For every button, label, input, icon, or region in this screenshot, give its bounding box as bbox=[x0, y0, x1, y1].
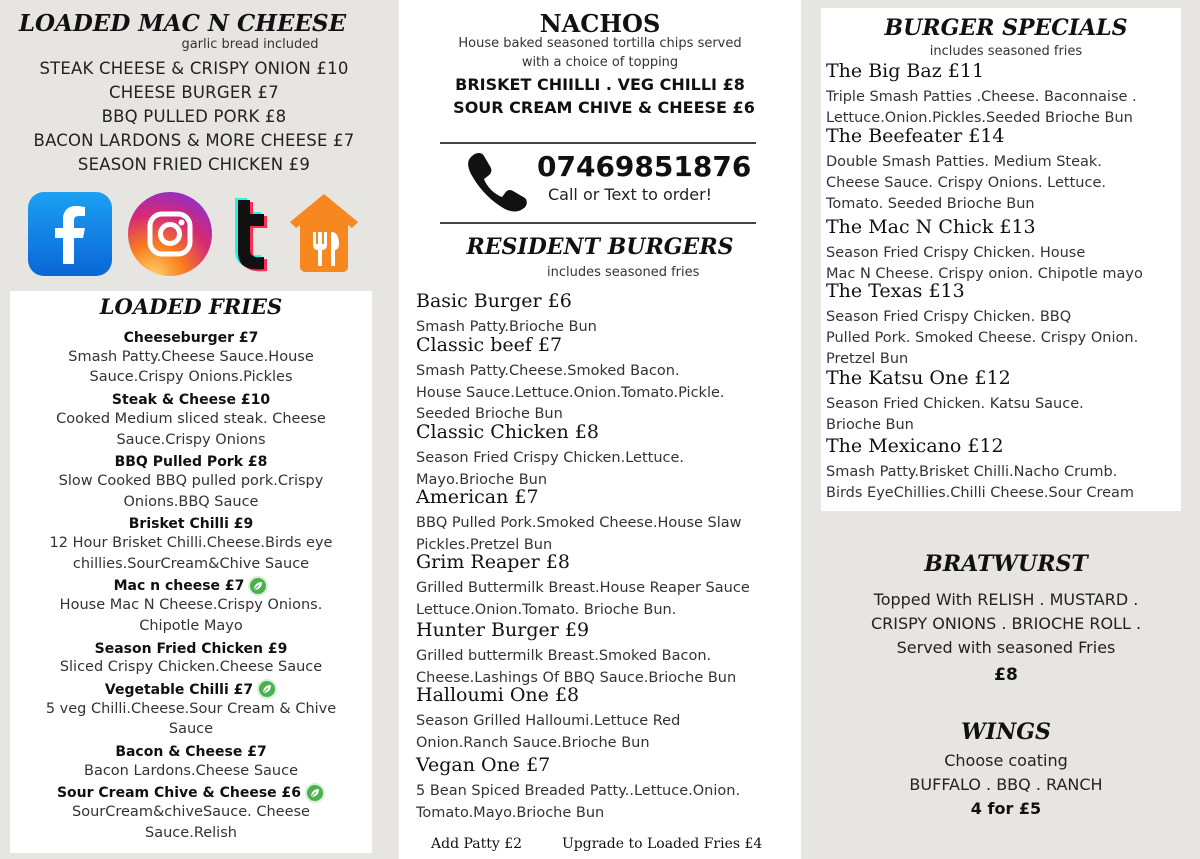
nachos-option-2: SOUR CREAM CHIVE & CHEESE £6 bbox=[453, 98, 755, 117]
fries-item-title: Season Fried Chicken £9 bbox=[94, 640, 288, 657]
resident-subtitle: includes seasoned fries bbox=[547, 265, 700, 280]
special-item-desc: Season Fried Crispy Chicken. House bbox=[826, 245, 1086, 261]
resident-item-name: Halloumi One £8 bbox=[416, 684, 580, 706]
nachos-option-1: BRISKET CHIILLI . VEG CHILLI £8 bbox=[455, 75, 745, 94]
bratwurst-title: BRATWURST bbox=[924, 551, 1088, 577]
resident-item-desc: BBQ Pulled Pork.Smoked Cheese.House Slaw bbox=[416, 515, 742, 531]
nachos-title: NACHOS bbox=[539, 9, 661, 38]
fries-item-name bbox=[10, 574, 372, 595]
takeaway-icon[interactable] bbox=[282, 190, 366, 274]
resident-item-desc: Smash Patty.Cheese.Smoked Bacon. bbox=[416, 363, 680, 379]
resident-item-desc: 5 Bean Spiced Breaded Patty..Lettuce.Onion. bbox=[416, 783, 741, 799]
fries-item-desc: chillies.SourCream&Chive Sauce bbox=[72, 555, 310, 572]
resident-item-desc: Grilled buttermilk Breast.Smoked Bacon. bbox=[416, 648, 712, 664]
resident-item-desc: House Sauce.Lettuce.Onion.Tomato.Pickle. bbox=[416, 384, 725, 401]
special-item-desc: Lettuce.Onion.Pickles.Seeded Brioche Bun bbox=[826, 110, 1133, 126]
fries-item-desc: SourCream&chiveSauce. Cheese bbox=[72, 804, 310, 821]
fries-item-desc: Slow Cooked BBQ pulled pork.Crispy bbox=[58, 472, 324, 489]
special-item-name: The Mexicano £12 bbox=[826, 435, 1004, 457]
fries-item-desc: Sauce bbox=[168, 721, 214, 738]
bratwurst-line-2: CRISPY ONIONS . BRIOCHE ROLL . bbox=[870, 614, 1142, 633]
add-patty: Add Patty £2 bbox=[431, 836, 523, 852]
instagram-icon[interactable] bbox=[128, 192, 212, 276]
wings-title: WINGS bbox=[961, 719, 1051, 745]
mac-item: STEAK CHEESE & CRISPY ONION £10 bbox=[39, 59, 349, 78]
mac-subtitle: garlic bread included bbox=[181, 37, 319, 52]
vegetarian-leaf-icon bbox=[305, 783, 325, 803]
resident-item-desc: Smash Patty.Brioche Bun bbox=[416, 319, 597, 335]
resident-item-name: Vegan One £7 bbox=[416, 754, 551, 776]
special-item-desc: Pulled Pork. Smoked Cheese. Crispy Onion. bbox=[826, 330, 1139, 346]
fries-item-title: Brisket Chilli £9 bbox=[128, 516, 254, 533]
resident-item-name: American £7 bbox=[416, 486, 539, 508]
nachos-desc-2: with a choice of topping bbox=[521, 55, 679, 70]
fries-item-title: Steak & Cheese £10 bbox=[111, 392, 271, 409]
special-item-desc: Season Fried Chicken. Katsu Sauce. bbox=[826, 396, 1084, 412]
fries-item-title: Sour Cream Chive & Cheese £6 bbox=[56, 785, 302, 802]
mac-item: SEASON FRIED CHICKEN £9 bbox=[77, 155, 311, 174]
divider-top bbox=[440, 142, 756, 144]
fries-item-title: Vegetable Chilli £7 bbox=[104, 681, 254, 698]
special-item-desc: Double Smash Patties. Medium Steak. bbox=[826, 154, 1102, 170]
special-item-desc: Birds EyeChillies.Chilli Cheese.Sour Cream bbox=[826, 485, 1135, 501]
specials-subtitle: includes seasoned fries bbox=[929, 44, 1083, 59]
special-item-desc: Cheese Sauce. Crispy Onions. Lettuce. bbox=[826, 175, 1106, 191]
fries-item-title: Cheeseburger £7 bbox=[123, 330, 259, 346]
resident-item-desc: Onion.Ranch Sauce.Brioche Bun bbox=[416, 734, 650, 751]
fries-item-title: BBQ Pulled Pork £8 bbox=[114, 454, 268, 471]
resident-item-name: Basic Burger £6 bbox=[416, 290, 572, 312]
special-item-desc: Pretzel Bun bbox=[826, 351, 909, 367]
phone-icon[interactable] bbox=[464, 150, 530, 216]
facebook-icon[interactable] bbox=[28, 192, 112, 276]
wings-price: 4 for £5 bbox=[970, 799, 1042, 818]
special-item-desc: Brioche Bun bbox=[826, 417, 914, 433]
special-item-desc: Triple Smash Patties .Cheese. Baconnaise . bbox=[826, 89, 1137, 105]
resident-item-desc: Seeded Brioche Bun bbox=[416, 406, 563, 422]
special-item-desc: Mac N Cheese. Crispy onion. Chipotle mayo bbox=[826, 266, 1143, 282]
fries-item-name bbox=[10, 781, 372, 802]
fries-item-name bbox=[10, 740, 372, 761]
special-item-name: The Texas £13 bbox=[826, 280, 965, 302]
resident-item-desc: Grilled Buttermilk Breast.House Reaper Sauce bbox=[416, 580, 750, 596]
specials-title: BURGER SPECIALS bbox=[884, 15, 1128, 41]
bratwurst-line-1: Topped With RELISH . MUSTARD . bbox=[873, 590, 1139, 609]
loaded-fries-title: LOADED FRIES bbox=[99, 294, 283, 319]
fries-item-desc: House Mac N Cheese.Crispy Onions. bbox=[59, 597, 323, 614]
wings-line-2: BUFFALO . BBQ . RANCH bbox=[909, 775, 1103, 794]
bratwurst-line-3: Served with seasoned Fries bbox=[896, 638, 1116, 657]
fries-item-desc: 5 veg Chilli.Cheese.Sour Cream & Chive bbox=[45, 700, 337, 717]
fries-item-name bbox=[10, 512, 372, 533]
resident-item-name: Grim Reaper £8 bbox=[416, 551, 570, 573]
fries-item-desc: Onions.BBQ Sauce bbox=[123, 493, 259, 510]
special-item-name: The Beefeater £14 bbox=[826, 125, 1005, 147]
fries-item-name bbox=[10, 388, 372, 409]
bratwurst-price: £8 bbox=[994, 665, 1018, 685]
resident-item-name: Classic Chicken £8 bbox=[416, 421, 599, 443]
fries-item-desc: Sauce.Crispy Onions bbox=[116, 431, 266, 448]
fries-item-name bbox=[10, 450, 372, 471]
fries-item-desc: Sliced Crispy Chicken.Cheese Sauce bbox=[59, 659, 323, 676]
fries-item-name bbox=[10, 326, 372, 347]
resident-item-desc: Cheese.Lashings Of BBQ Sauce.Brioche Bun bbox=[416, 669, 737, 686]
vegetarian-leaf-icon bbox=[257, 679, 277, 699]
wings-line-1: Choose coating bbox=[944, 751, 1068, 770]
vegetarian-leaf-icon bbox=[248, 576, 268, 596]
resident-item-desc: Season Grilled Halloumi.Lettuce Red bbox=[416, 713, 681, 729]
upgrade-loaded-fries: Upgrade to Loaded Fries £4 bbox=[562, 836, 763, 852]
fries-item-name bbox=[10, 678, 372, 699]
fries-item-title: Mac n cheese £7 bbox=[113, 578, 245, 595]
special-item-desc: Tomato. Seeded Brioche Bun bbox=[826, 196, 1035, 212]
fries-item-desc: Smash Patty.Cheese Sauce.House bbox=[68, 348, 314, 365]
fries-item-desc: Sauce.Relish bbox=[145, 824, 237, 841]
resident-title: RESIDENT BURGERS bbox=[466, 234, 734, 260]
resident-item-name: Hunter Burger £9 bbox=[416, 619, 590, 641]
resident-item-desc: Mayo.Brioche Bun bbox=[416, 471, 548, 488]
special-item-name: The Katsu One £12 bbox=[826, 367, 1011, 389]
resident-item-desc: Tomato.Mayo.Brioche Bun bbox=[416, 804, 605, 821]
fries-item-title: Bacon & Cheese £7 bbox=[115, 744, 267, 760]
fries-item-desc: 12 Hour Brisket Chilli.Cheese.Birds eye bbox=[49, 535, 333, 551]
phone-number[interactable]: 07469851876 bbox=[537, 150, 752, 183]
special-item-desc: Season Fried Crispy Chicken. BBQ bbox=[826, 309, 1072, 325]
fries-item-desc: Bacon Lardons.Cheese Sauce bbox=[84, 762, 298, 779]
resident-item-desc: Lettuce.Onion.Tomato. Brioche Bun. bbox=[416, 601, 677, 618]
divider-bottom bbox=[440, 222, 756, 224]
special-item-name: The Mac N Chick £13 bbox=[826, 216, 1036, 238]
resident-item-name: Classic beef £7 bbox=[416, 334, 563, 356]
fries-item-desc: Chipotle Mayo bbox=[139, 617, 243, 634]
fries-item-name bbox=[10, 637, 372, 658]
resident-item-desc: Season Fried Crispy Chicken.Lettuce. bbox=[416, 450, 685, 466]
special-item-desc: Smash Patty.Brisket Chilli.Nacho Crumb. bbox=[826, 464, 1118, 480]
call-cta: Call or Text to order! bbox=[548, 185, 713, 204]
resident-item-desc: Pickles.Pretzel Bun bbox=[416, 536, 553, 553]
nachos-desc-1: House baked seasoned tortilla chips served bbox=[458, 36, 742, 51]
fries-item-desc: Sauce.Crispy Onions.Pickles bbox=[89, 369, 293, 386]
fries-item-desc: Cooked Medium sliced steak. Cheese bbox=[56, 410, 326, 427]
mac-title: LOADED MAC N CHEESE bbox=[18, 10, 347, 37]
mac-item: CHEESE BURGER £7 bbox=[109, 83, 279, 102]
mac-item: BBQ PULLED PORK £8 bbox=[101, 107, 287, 126]
mac-item: BACON LARDONS & MORE CHEESE £7 bbox=[33, 131, 355, 150]
special-item-name: The Big Baz £11 bbox=[826, 60, 985, 82]
